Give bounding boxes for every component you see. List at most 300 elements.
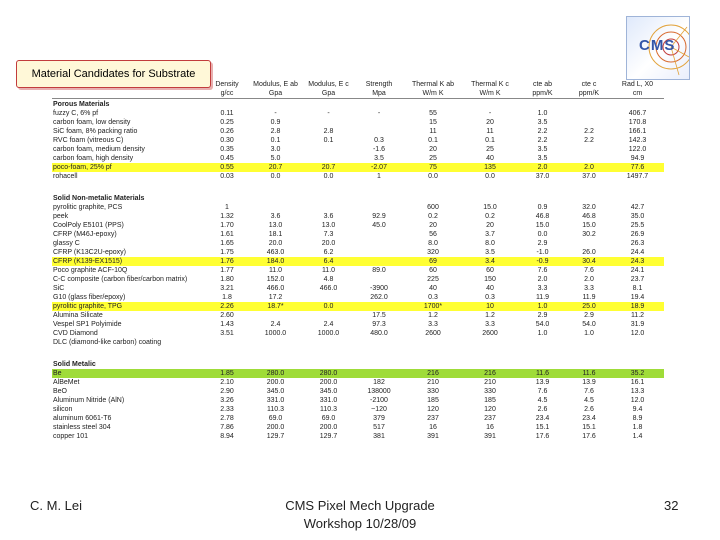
value-cell: 0.0 (270, 173, 281, 180)
value-cell: 1.8 (632, 424, 643, 431)
value-cell: -1.6 (372, 146, 386, 153)
value-cell (303, 203, 354, 212)
value-cell: 2600 (425, 330, 441, 337)
value-cell: 11.9 (535, 294, 550, 301)
value-cell: 122.0 (628, 146, 647, 153)
value-cell: 1 (225, 204, 229, 211)
value-cell: 320 (427, 249, 439, 256)
value-cell: 0.11 (220, 110, 234, 117)
value-cell: 9.4 (632, 406, 643, 413)
value-cell (462, 338, 518, 347)
value-cell: 23.7 (630, 276, 645, 283)
value-cell (354, 257, 404, 266)
value-cell: 0.55 (206, 163, 248, 172)
material-name: AlBeMet (53, 379, 80, 386)
table-row (52, 329, 664, 338)
col-unit: Gpa (248, 89, 303, 99)
table-row (52, 378, 664, 387)
value-cell: 92.9 (372, 213, 386, 220)
value-cell: 3.51 (220, 330, 234, 337)
value-cell: 200.0 (319, 424, 338, 431)
value-cell: 11.9 (582, 294, 596, 301)
table-row (52, 423, 664, 432)
value-cell: 2.2 (584, 128, 594, 135)
value-cell: 3.4 (462, 257, 518, 266)
value-cell: 0.1 (485, 137, 495, 144)
value-cell: 262.0 (370, 294, 388, 301)
value-cell: 1.65 (220, 240, 234, 247)
material-name: DLC (diamond-like carbon) coating (53, 339, 162, 346)
table-row (52, 284, 664, 293)
value-cell: 1.75 (220, 249, 234, 256)
value-cell: 24.4 (630, 249, 645, 256)
material-name: copper 101 (53, 433, 89, 440)
value-cell: 2.9 (537, 240, 548, 247)
value-cell: 1.70 (220, 222, 234, 229)
value-cell: 17.2 (268, 294, 283, 301)
value-cell: 18.9 (611, 302, 664, 311)
value-cell: 1497.7 (626, 173, 649, 180)
section-header (52, 99, 664, 110)
value-cell: - (327, 110, 330, 117)
footer-author: C. M. Lei (30, 498, 83, 513)
table-row (52, 396, 664, 405)
section-header (52, 359, 664, 369)
value-cell: 200.0 (266, 379, 285, 386)
value-cell: 8.1 (632, 285, 643, 292)
value-cell: 15 (429, 119, 437, 126)
value-cell: 3.6 (323, 213, 334, 220)
value-cell: 1700* (404, 302, 462, 311)
value-cell: 10 (462, 302, 518, 311)
value-cell: 150 (484, 276, 496, 283)
value-cell: 381 (373, 433, 385, 440)
value-cell (303, 118, 354, 127)
value-cell: 1.77 (220, 267, 234, 274)
material-name: carbon foam, medium density (53, 146, 145, 153)
value-cell: 2.78 (220, 415, 234, 422)
value-cell: 2.6 (537, 406, 548, 413)
value-cell: 69 (404, 257, 462, 266)
value-cell: 0.35 (220, 146, 234, 153)
value-cell: 15.0 (483, 204, 497, 211)
value-cell: 1.80 (220, 276, 234, 283)
value-cell: 2.6 (584, 406, 594, 413)
material-name: rohacell (53, 173, 78, 180)
value-cell: 7.6 (584, 267, 594, 274)
table-row (52, 275, 664, 284)
col-unit: W/m K (462, 89, 518, 99)
value-cell: 15.0 (535, 222, 550, 229)
value-cell: 89.0 (372, 267, 386, 274)
value-cell: 13.3 (630, 388, 645, 395)
logo-text: CMS (639, 37, 676, 54)
value-cell: -2.07 (354, 163, 404, 172)
value-cell: 60 (486, 267, 494, 274)
value-cell: 331.0 (266, 397, 285, 404)
value-cell: 466.0 (266, 285, 285, 292)
table-row (52, 257, 664, 266)
cms-logo (626, 16, 690, 80)
value-cell: 23.4 (582, 415, 596, 422)
value-cell (354, 275, 404, 284)
header-row-units (52, 89, 664, 99)
material-name: CoolPoly E5101 (PPS) (53, 222, 124, 229)
material-name: G10 (glass fiber/epoxy) (53, 294, 126, 301)
value-cell: 56 (429, 231, 437, 238)
value-cell: 3.5 (537, 155, 548, 162)
value-cell: 135 (462, 163, 518, 172)
value-cell: 37.0 (582, 173, 596, 180)
value-cell: 345.0 (266, 388, 285, 395)
table-row (52, 302, 664, 311)
spacer-cell (52, 347, 664, 359)
value-cell: 466.0 (319, 285, 338, 292)
value-cell: 216 (404, 369, 462, 378)
value-cell: 345.0 (319, 388, 338, 395)
value-cell: 280.0 (303, 369, 354, 378)
value-cell: 0.30 (220, 137, 234, 144)
value-cell (303, 293, 354, 302)
value-cell: 20.7 (303, 163, 354, 172)
col-unit: Mpa (354, 89, 404, 99)
value-cell: - (274, 110, 277, 117)
value-cell: - (488, 110, 492, 117)
value-cell: 463.0 (266, 249, 285, 256)
value-cell: 7.6 (584, 388, 594, 395)
value-cell: 17.6 (582, 433, 596, 440)
footer-event-line1: CMS Pixel Mech Upgrade (285, 498, 435, 513)
value-cell: 7.6 (537, 388, 548, 395)
col-unit: ppm/K (567, 89, 611, 99)
value-cell: 15.0 (582, 222, 596, 229)
value-cell: 31.9 (630, 321, 645, 328)
value-cell: 11 (429, 128, 437, 135)
value-cell (206, 338, 248, 347)
value-cell: 4.8 (323, 276, 334, 283)
value-cell: -1.0 (536, 249, 549, 256)
col-header: Modulus, E ab (253, 81, 298, 88)
value-cell: ~120 (371, 406, 387, 413)
value-cell: 32.0 (582, 204, 596, 211)
value-cell: 6.2 (323, 249, 334, 256)
value-cell: 3.6 (270, 213, 281, 220)
value-cell: 2.8 (323, 128, 334, 135)
value-cell: 237 (427, 415, 439, 422)
table-row (52, 203, 664, 212)
materials-table (52, 80, 664, 441)
value-cell: 16.1 (630, 379, 645, 386)
table-row (52, 248, 664, 257)
value-cell: 2600 (482, 330, 498, 337)
table-row (52, 293, 664, 302)
material-name: stainless steel 304 (53, 424, 111, 431)
material-name: Vespel SP1 Polyimide (53, 321, 122, 328)
value-cell: 0.0 (428, 173, 438, 180)
value-cell: 142.3 (628, 137, 647, 144)
value-cell: 30.2 (582, 231, 596, 238)
value-cell: 2.33 (220, 406, 234, 413)
material-name: C-C composite (carbon fiber/carbon matrix) (53, 276, 188, 283)
value-cell (303, 145, 354, 154)
value-cell: 15.1 (582, 424, 596, 431)
value-cell: 45.0 (372, 222, 386, 229)
value-cell: 54.0 (535, 321, 550, 328)
value-cell: 280.0 (248, 369, 303, 378)
value-cell: 46.8 (582, 213, 596, 220)
value-cell: 2.90 (220, 388, 234, 395)
value-cell (303, 154, 354, 163)
value-cell: 182 (373, 379, 385, 386)
value-cell: 26.3 (630, 240, 645, 247)
value-cell: 0.2 (485, 213, 495, 220)
value-cell: 3.0 (270, 146, 281, 153)
value-cell: 2.2 (537, 128, 548, 135)
material-name: Poco graphite ACF-10Q (53, 267, 128, 274)
value-cell: 1.4 (632, 433, 643, 440)
material-name: aluminum 6061-T6 (53, 415, 112, 422)
value-cell (354, 230, 404, 239)
value-cell: 184.0 (248, 257, 303, 266)
value-cell: 30.4 (567, 257, 611, 266)
value-cell: 25.5 (630, 222, 645, 229)
value-cell: 26.9 (630, 231, 645, 238)
section-spacer (52, 347, 664, 359)
material-name: silicon (53, 406, 73, 413)
value-cell: 17.6 (535, 433, 550, 440)
material-name: RVC foam (vitreous C) (53, 137, 124, 144)
value-cell: 40 (486, 285, 494, 292)
value-cell: 18.7* (248, 302, 303, 311)
value-cell: 11.6 (518, 369, 567, 378)
material-name: carbon foam, low density (53, 119, 131, 126)
table-row (52, 369, 664, 378)
table-row (52, 239, 664, 248)
value-cell (248, 338, 303, 347)
material-name: pyrolitic graphite, TPG (52, 302, 206, 311)
table-row (52, 338, 664, 347)
value-cell: 11.0 (268, 267, 283, 274)
value-cell: 40 (429, 285, 437, 292)
col-unit: ppm/K (518, 89, 567, 99)
table-row (52, 212, 664, 221)
table-row (52, 221, 664, 230)
material-name: glassy C (53, 240, 80, 247)
value-cell: 11.6 (567, 369, 611, 378)
value-cell: 2.9 (537, 312, 548, 319)
value-cell: 54.0 (582, 321, 596, 328)
value-cell: 225 (427, 276, 439, 283)
table-row (52, 320, 664, 329)
value-cell: 20.0 (268, 240, 283, 247)
value-cell: 20 (486, 119, 494, 126)
material-name: Be (52, 369, 206, 378)
material-name: poco-foam, 25% pf (52, 163, 206, 172)
table-row (52, 136, 664, 145)
value-cell: 3.5 (485, 249, 495, 256)
value-cell: 2.60 (220, 312, 234, 319)
value-cell: 26.0 (582, 249, 596, 256)
value-cell: 8.94 (220, 433, 234, 440)
value-cell: 0.3 (485, 294, 495, 301)
value-cell: 1.43 (220, 321, 234, 328)
value-cell: 170.8 (628, 119, 647, 126)
col-unit: W/m K (404, 89, 462, 99)
value-cell (567, 154, 611, 163)
footer-event-line2: Workshop 10/28/09 (303, 516, 417, 531)
material-name: pyrolitic graphite, PCS (53, 204, 123, 211)
value-cell: 391 (427, 433, 439, 440)
table-row (52, 266, 664, 275)
value-cell: 3.3 (428, 321, 438, 328)
value-cell: 0.1 (323, 137, 334, 144)
section-header (52, 193, 664, 203)
value-cell: 200.0 (319, 379, 338, 386)
value-cell: 7.86 (220, 424, 234, 431)
material-name: fuzzy C, 6% pf (53, 110, 99, 117)
value-cell: 0.0 (303, 302, 354, 311)
table-row (52, 145, 664, 154)
value-cell: 25 (486, 146, 494, 153)
value-cell: 11 (486, 128, 494, 135)
value-cell: 75 (404, 163, 462, 172)
value-cell: 46.8 (535, 213, 550, 220)
value-cell (611, 338, 664, 347)
section-spacer (52, 181, 664, 193)
material-name: peek (53, 213, 69, 220)
value-cell (354, 369, 404, 378)
value-cell: 216 (462, 369, 518, 378)
value-cell: 210 (484, 379, 496, 386)
value-cell: 1.2 (485, 312, 495, 319)
value-cell: 0.1 (428, 137, 438, 144)
value-cell: 69.0 (268, 415, 283, 422)
table-row (52, 230, 664, 239)
value-cell: 0.0 (537, 231, 548, 238)
value-cell: 120 (427, 406, 439, 413)
value-cell: 13.0 (268, 222, 283, 229)
value-cell: 77.6 (611, 163, 664, 172)
materials-table-body (52, 99, 664, 442)
table-row (52, 172, 664, 181)
table-row (52, 311, 664, 320)
value-cell: 20 (429, 146, 437, 153)
value-cell: -3900 (370, 285, 388, 292)
value-cell (567, 239, 611, 248)
col-unit: cm (611, 89, 664, 99)
value-cell: 19.4 (630, 294, 645, 301)
value-cell: 8.0 (428, 240, 438, 247)
value-cell: 2.0 (537, 276, 548, 283)
value-cell: 2.2 (584, 137, 594, 144)
value-cell: 40 (486, 155, 494, 162)
material-name: BeO (53, 388, 68, 395)
value-cell: - (377, 110, 381, 117)
value-cell: 4.5 (584, 397, 594, 404)
value-cell: 3.3 (584, 285, 594, 292)
value-cell: 2.4 (323, 321, 334, 328)
value-cell: 7.3 (323, 231, 334, 238)
col-header: Strength (365, 81, 393, 88)
section-title: Porous Materials (53, 101, 110, 108)
value-cell: 60 (429, 267, 437, 274)
value-cell (567, 145, 611, 154)
value-cell (354, 127, 404, 136)
value-cell: 1.0 (537, 330, 548, 337)
value-cell: 200.0 (266, 424, 285, 431)
value-cell: 110.3 (320, 406, 337, 413)
table-row (52, 109, 664, 118)
value-cell: 3.5 (537, 146, 548, 153)
section-title: Solid Non-metalic Materials (53, 195, 145, 202)
value-cell: 1.0 (584, 330, 594, 337)
value-cell: 2.0 (518, 163, 567, 172)
value-cell: 13.9 (535, 379, 550, 386)
value-cell: 0.3 (374, 137, 384, 144)
value-cell: 1.76 (206, 257, 248, 266)
value-cell: 13.9 (582, 379, 596, 386)
material-name: Aluminum Nitride (AlN) (53, 397, 125, 404)
table-row (52, 414, 664, 423)
value-cell: 3.21 (220, 285, 234, 292)
value-cell: 379 (373, 415, 385, 422)
material-name: CFRP (K139-EX1515) (52, 257, 206, 266)
value-cell: 8.9 (632, 415, 643, 422)
value-cell: 120 (484, 406, 496, 413)
value-cell: 0.0 (323, 173, 334, 180)
value-cell: 2.0 (584, 276, 594, 283)
value-cell: 24.3 (611, 257, 664, 266)
value-cell: 1.61 (220, 231, 234, 238)
table-row (52, 127, 664, 136)
value-cell: 20 (429, 222, 437, 229)
col-unit: g/cc (206, 89, 248, 99)
value-cell: 13.0 (321, 222, 336, 229)
spacer-cell (52, 181, 664, 193)
value-cell: 1000.0 (264, 330, 287, 337)
value-cell (248, 203, 303, 212)
value-cell: 37.0 (535, 173, 550, 180)
value-cell: 3.5 (537, 119, 548, 126)
material-name: CVD Diamond (53, 330, 98, 337)
value-cell: 330 (484, 388, 496, 395)
value-cell: 3.3 (485, 321, 495, 328)
table-row (52, 118, 664, 127)
col-header: cte ab (532, 81, 553, 88)
value-cell: 129.7 (266, 433, 285, 440)
value-cell: 35.0 (630, 213, 645, 220)
value-cell: 17.5 (372, 312, 386, 319)
value-cell: 42.7 (630, 204, 645, 211)
value-cell: 0.3 (428, 294, 438, 301)
value-cell (248, 311, 303, 320)
value-cell: 0.26 (220, 128, 234, 135)
value-cell: 185 (484, 397, 496, 404)
value-cell (404, 338, 462, 347)
col-header: cte c (581, 81, 597, 88)
value-cell: 1.85 (206, 369, 248, 378)
material-name: CFRP (M46J-epoxy) (53, 231, 117, 238)
value-cell: 3.3 (537, 285, 548, 292)
value-cell: 12.0 (630, 397, 645, 404)
value-cell: 94.9 (630, 155, 645, 162)
value-cell: 2.10 (220, 379, 234, 386)
value-cell: 331.0 (319, 397, 338, 404)
value-cell: 3.26 (220, 397, 234, 404)
table-row (52, 163, 664, 172)
section-title: Solid Metalic (53, 361, 96, 368)
value-cell: 2.8 (270, 128, 281, 135)
